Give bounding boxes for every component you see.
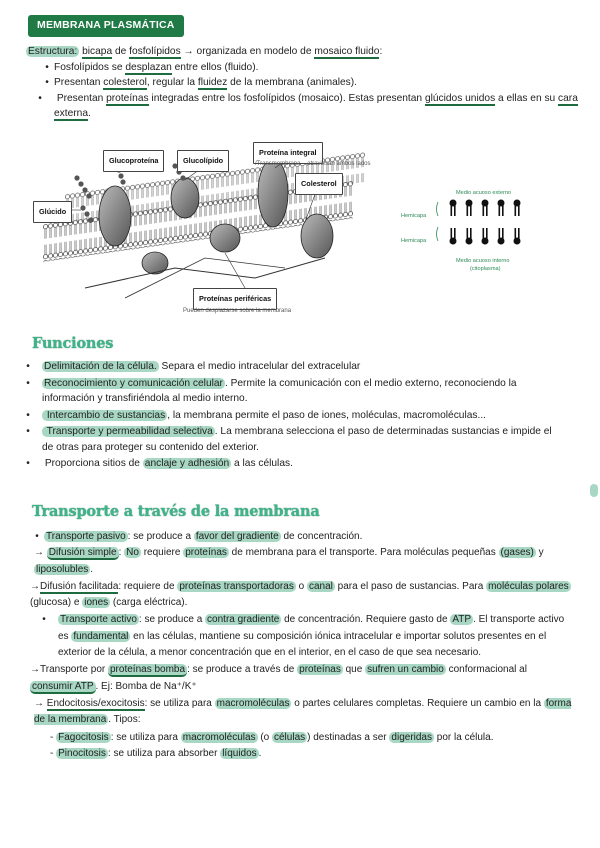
text: , regular la	[146, 77, 198, 88]
text: → organizada en modelo de	[180, 46, 315, 57]
bullet: •	[26, 426, 30, 437]
text: :	[379, 46, 383, 57]
estructura-intro	[22, 44, 587, 60]
estructura-label: Estructura:	[28, 46, 78, 57]
diagram-caption: Pueden desplazarse sobre la membrana	[183, 308, 292, 314]
list-item	[22, 529, 572, 545]
term-fosfolipidos: fosfolípidos	[129, 46, 181, 57]
term: No	[126, 547, 139, 559]
term: Intercambio de sustancias	[44, 409, 166, 421]
label-proteinas-perifericas: Proteínas periféricas	[193, 288, 277, 310]
term: anclaje y adhesión	[144, 458, 230, 469]
term: canal	[308, 580, 333, 592]
text: conformacional al	[445, 664, 527, 676]
text: . Tipos:	[108, 714, 141, 726]
bullet: •	[35, 531, 39, 542]
text: o partes celulares completas. Requiere un cambio en la	[291, 697, 544, 709]
scroll-marker	[590, 484, 598, 497]
text: :	[118, 547, 125, 559]
text: integradas entre los fosfolípidos (mosaico). Estas presentan	[148, 92, 425, 104]
text: de membrana para el transporte. Para moléculas pequeñas	[228, 547, 499, 559]
term: Transporte activo	[60, 614, 137, 626]
list-item	[36, 91, 587, 122]
label-hemicapa-1: Hemicapa	[401, 213, 427, 219]
text: de concentración.	[280, 531, 363, 542]
text: Transporte por	[40, 664, 108, 676]
text: ) destinadas a ser	[307, 731, 390, 743]
term: favor del gradiente	[195, 531, 279, 542]
bullet: •	[45, 77, 49, 88]
list-item	[28, 456, 558, 472]
text: : requiere de	[118, 580, 178, 592]
term: iones	[84, 597, 109, 609]
list-item	[22, 662, 572, 695]
term: proteínas bomba	[110, 664, 186, 676]
bullet: •	[26, 377, 30, 389]
term: contra gradiente	[207, 614, 280, 626]
list-item	[22, 545, 572, 578]
text: : se produce a	[138, 614, 206, 626]
label-colesterol: Colesterol	[295, 173, 343, 195]
text: de concentración. Requiere gasto de	[281, 614, 451, 626]
bullet: •	[42, 614, 46, 626]
text: y	[535, 547, 544, 559]
term: moléculas polares	[488, 580, 569, 592]
arrow: →	[34, 697, 47, 709]
term: fluidez	[197, 77, 228, 88]
list-item	[28, 376, 558, 407]
list-item	[22, 746, 572, 762]
text: a las células.	[231, 458, 293, 469]
text: (o	[257, 731, 272, 743]
text: por la célula.	[434, 731, 494, 743]
term: proteínas	[106, 92, 149, 104]
arrow: →	[30, 664, 40, 676]
label-glucolipido: Glucolípido	[177, 150, 229, 172]
label-citoplasma: (citoplasma)	[470, 266, 501, 272]
text: Presentan	[54, 77, 104, 88]
list-item	[22, 60, 587, 76]
text: : se utiliza para	[144, 697, 215, 709]
page-title: MEMBRANA PLASMÁTICA	[28, 15, 184, 37]
bullet: •	[38, 92, 42, 104]
bullet: •	[26, 458, 30, 469]
label-hemicapa-2: Hemicapa	[401, 238, 427, 244]
text: de la membrana (animales).	[227, 77, 357, 88]
text: : se produce a	[127, 531, 194, 542]
label-medio-interno: Medio acuoso interno	[456, 258, 510, 264]
text: Proporciona sitios de	[42, 458, 143, 469]
text: .	[258, 747, 262, 759]
term: proteínas	[299, 664, 341, 676]
text: : se utiliza para absorber	[107, 747, 221, 759]
bullet: •	[26, 361, 30, 372]
term: sufren un cambio	[367, 664, 444, 676]
dash: -	[50, 747, 57, 759]
text: de	[112, 46, 130, 57]
list-item	[22, 730, 572, 746]
term: proteínas transportadoras	[179, 580, 294, 592]
term: Delimitación de la célula.	[44, 361, 157, 372]
label-transmembrana: /Transmembrana atraviesan ambos lados	[255, 161, 371, 167]
estructura-section	[22, 44, 587, 122]
text: que	[342, 664, 366, 676]
bilayer-schematic	[398, 180, 558, 280]
term: desplazan	[125, 61, 172, 73]
list-item	[22, 696, 572, 729]
text: , la membrana permite el paso de iones, moléculas, macromoléculas...	[167, 409, 486, 421]
arrow: →	[30, 580, 40, 592]
list-item	[22, 75, 587, 91]
term: consumir ATP	[32, 680, 94, 692]
term: líquidos	[222, 747, 257, 759]
term: células	[274, 731, 306, 743]
term-bicapa: bicapa	[82, 46, 113, 57]
label-medio-externo: Medio acuoso externo	[456, 190, 512, 196]
membrane-diagram	[25, 138, 370, 303]
term: macromoléculas	[182, 731, 256, 743]
term: Reconocimiento y comunicación celular	[44, 377, 223, 389]
text: para el paso de sustancias. Para	[334, 580, 487, 592]
bullet: •	[26, 409, 30, 421]
label-glucido: Glúcido	[33, 201, 72, 223]
list-item	[30, 612, 572, 661]
term: ATP	[452, 614, 472, 626]
term: (gases)	[500, 547, 534, 559]
text: . La membrana selecciona el paso de determinadas sustancias e impide el de otras para proteger su contenido del exterior.	[42, 426, 552, 453]
text: requiere	[140, 547, 184, 559]
text: entre ellos (fluido).	[171, 61, 259, 73]
term: Difusión facilitada	[40, 580, 119, 592]
term: digeridas	[391, 731, 432, 743]
term: liposolubles	[36, 563, 89, 575]
term: macromoléculas	[216, 697, 290, 709]
list-item	[28, 408, 558, 424]
dash: -	[50, 731, 57, 743]
text: . El transporte activo es	[58, 614, 565, 642]
term: Transporte pasivo	[46, 531, 126, 542]
list-item	[28, 424, 558, 455]
term: glúcidos unidos	[424, 92, 496, 104]
term: Pinocitosis	[58, 747, 106, 759]
term: Fagocitosis	[58, 731, 109, 743]
transporte-list	[22, 529, 572, 762]
term: colesterol	[103, 77, 147, 88]
term: fundamental	[73, 630, 129, 642]
term: cara externa	[54, 92, 578, 119]
bullet: •	[45, 61, 49, 73]
text: : se utiliza para	[110, 731, 181, 743]
text: en las células, mantiene su composición iónica intracelular e importar solutos presentes en el exterior de la célula, a menor concentración que en el interior, en el caso de que sea necesario.	[58, 630, 547, 659]
list-item	[28, 359, 558, 375]
text: (glucosa) e	[30, 597, 83, 609]
transporte-title: Transporte a través de la membrana	[32, 503, 320, 520]
text: (carga eléctrica).	[110, 597, 188, 609]
text: o	[295, 580, 307, 592]
text: Separa el medio intracelular del extracelular	[158, 361, 361, 372]
term: Difusión simple	[48, 547, 117, 559]
text: Fosfolípidos se	[54, 61, 126, 73]
text: : se produce a través de	[187, 664, 298, 676]
text: . Permite la comunicación con el medio externo, reconociendo la información y transfiriéndola al medio interno.	[42, 377, 517, 404]
text: a ellas en su	[495, 92, 559, 104]
funciones-list	[28, 359, 558, 472]
term-mosaico: mosaico fluido	[314, 46, 380, 57]
label-proteina-integral: Proteína integral	[253, 142, 323, 164]
text: .	[87, 108, 91, 119]
term: Endocitosis/exocitosis	[46, 697, 145, 709]
label-glucoproteina: Glucoproteína	[103, 150, 164, 172]
text: .	[90, 563, 94, 575]
arrow: →	[34, 547, 47, 559]
text: Presentan	[54, 92, 107, 104]
term: forma de la membrana	[34, 697, 572, 726]
list-item	[22, 579, 572, 612]
term: Transporte y permeabilidad selectiva	[44, 426, 213, 437]
text: . Ej: Bomba de Na⁺/K⁺	[95, 680, 197, 692]
funciones-title: Funciones	[32, 335, 114, 352]
term: proteínas	[185, 547, 227, 559]
